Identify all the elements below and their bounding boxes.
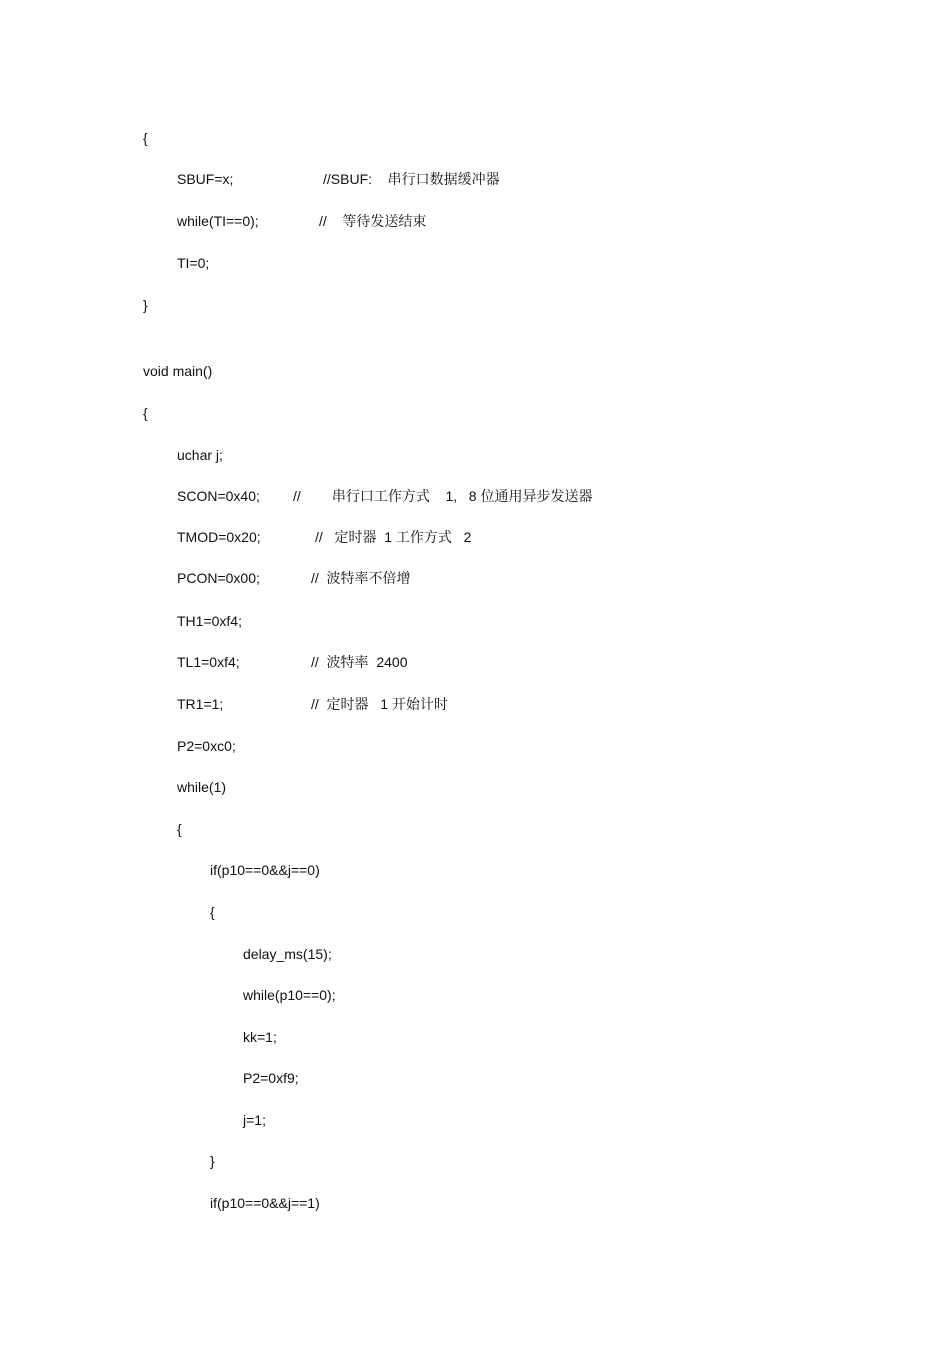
code-line	[143, 404, 159, 458]
code-text: TL1=0xf4;	[177, 654, 240, 670]
code-text: SCON=0x40;	[177, 488, 260, 504]
code-text: TR1=1;	[177, 696, 224, 712]
code-text: }	[143, 297, 148, 313]
code-text: PCON=0x00;	[177, 570, 260, 586]
code-text: while(TI==0);	[177, 213, 259, 229]
code-text: {	[210, 904, 215, 920]
code-text: {	[143, 130, 148, 146]
code-line	[243, 1111, 266, 1165]
code-comment: // 定时器 1 工作方式 2	[315, 529, 472, 545]
code-text: while(p10==0);	[243, 987, 336, 1003]
code-text: }	[210, 1153, 215, 1169]
code-line	[210, 1194, 320, 1248]
code-text: {	[143, 405, 148, 421]
code-text: if(p10==0&&j==0)	[210, 862, 320, 878]
code-text: if(p10==0&&j==1)	[210, 1195, 320, 1211]
code-comment: //SBUF: 串行口数据缓冲器	[323, 171, 500, 187]
code-line	[143, 296, 159, 350]
code-text: j=1;	[243, 1112, 266, 1128]
code-text: P2=0xc0;	[177, 738, 236, 754]
code-text: P2=0xf9;	[243, 1070, 299, 1086]
code-text: while(1)	[177, 779, 227, 795]
code-comment: // 等待发送结束	[319, 213, 427, 229]
code-comment: // 波特率不倍增	[311, 570, 411, 586]
code-line	[177, 820, 193, 874]
code-comment: // 波特率 2400	[311, 654, 408, 670]
code-text: SBUF=x;	[177, 171, 234, 187]
code-text: TI=0;	[177, 255, 210, 271]
code-text: TMOD=0x20;	[177, 529, 261, 545]
code-text: void main()	[143, 363, 213, 379]
code-text: TH1=0xf4;	[177, 613, 242, 629]
code-line	[177, 254, 210, 308]
code-line	[143, 129, 159, 183]
code-text: delay_ms(15);	[243, 946, 332, 962]
code-comment: // 定时器 1 开始计时	[311, 696, 448, 712]
code-text: {	[177, 821, 182, 837]
code-text: uchar j;	[177, 447, 223, 463]
code-comment: // 串行口工作方式 1, 8 位通用异步发送器	[293, 488, 593, 504]
code-line	[210, 903, 226, 957]
code-text: kk=1;	[243, 1029, 277, 1045]
